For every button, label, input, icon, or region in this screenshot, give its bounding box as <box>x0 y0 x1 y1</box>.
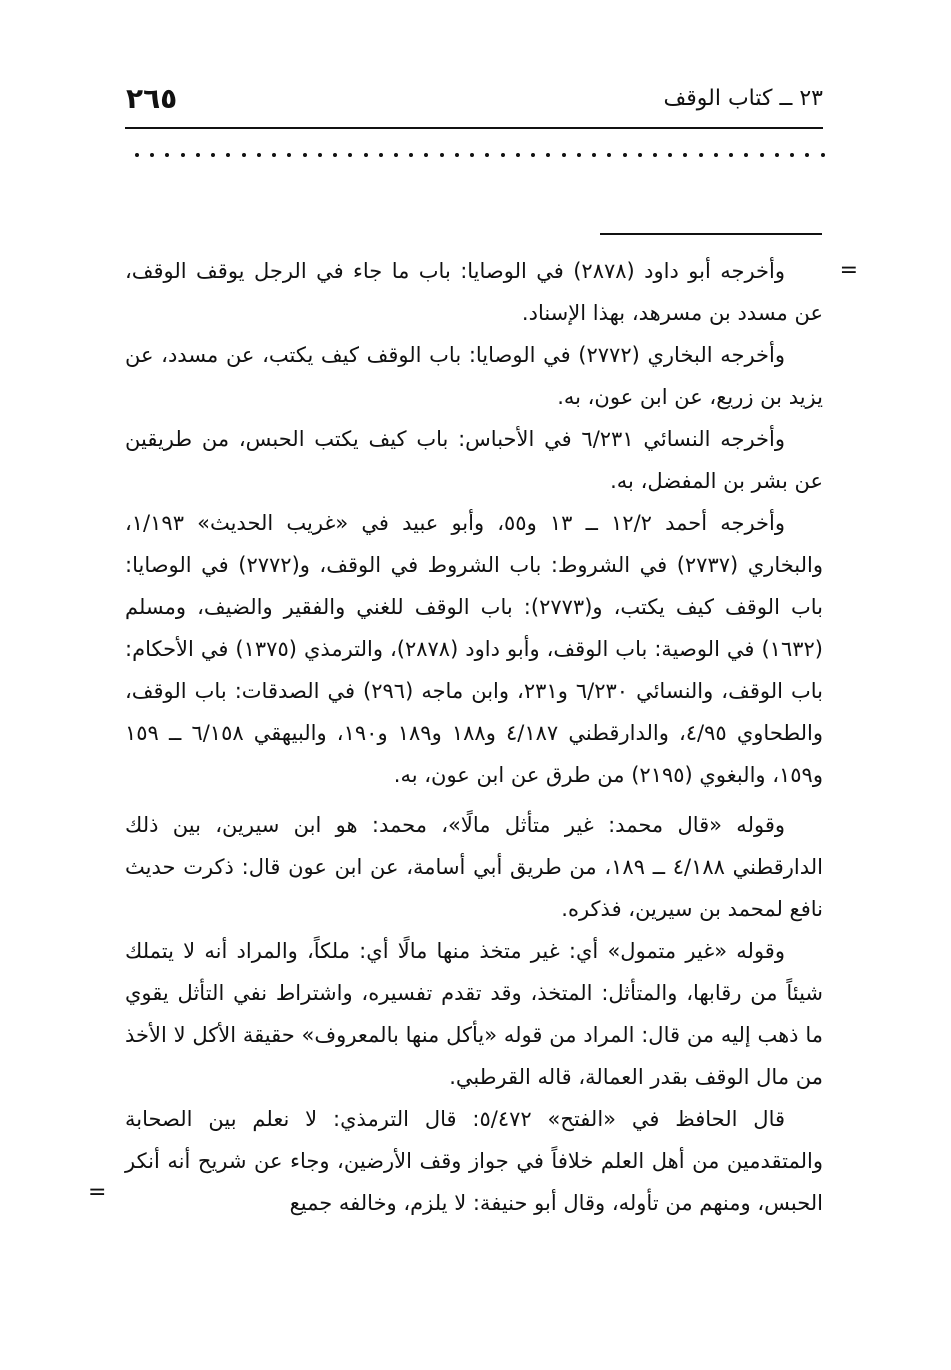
footnote-rule <box>600 233 822 235</box>
dotted-separator <box>135 148 825 162</box>
header-rule <box>125 127 823 129</box>
footnote-paragraph: وأخرجه أحمد ١٢/٢ ــ ١٣ و٥٥، وأبو عبيد في «غريب الحديث» ١/١٩٣، والبخاري (٢٧٣٧) في الشروط: باب الشروط في الوقف، و(٢٧٧٢) في الوصايا: باب الوقف كيف يكتب، و(٢٧٧٣): باب الوقف للغني والفقير والضيف، ومسلم (١٦٣٢) في الوصية: باب الوقف، وأبو داود (٢٨٧٨)، والترمذي (١٣٧٥) في الأحكام: باب الوقف، والنسائي ٦/٢٣٠ و٢٣١، وابن ماجه (٢٩٦) في الصدقات: باب الوقف، والطحاوي ٤/٩٥، والدارقطني ٤/١٨٧ و١٨٨ و١٨٩ و١٩٠، والبيهقي ٦/١٥٨ ــ ١٥٩ و١٥٩، والبغوي (٢١٩٥) من طرق عن ابن عون، به. <box>125 511 824 787</box>
footnote-paragraph: وقوله «قال محمد: غير متأثل مالًا»، محمد: هو ابن سيرين، بين ذلك الدارقطني ٤/١٨٨ ــ ١٨٩، من طريق أبي أسامة، عن ابن عون قال: ذكرت حديث نافع لمحمد بن سيرين، فذكره. <box>125 813 824 921</box>
footnote-paragraph: وأخرجه النسائي ٦/٢٣١ في الأحباس: باب كيف يكتب الحبس، من طريقين عن بشر بن المفضل، به. <box>125 427 823 493</box>
page-number: ٢٦٥ <box>126 82 178 115</box>
footnote-paragraph: وأخرجه أبو داود (٢٨٧٨) في الوصايا: باب ما جاء في الرجل يوقف الوقف، عن مسدد بن مسرهد، بهذا الإسناد. <box>125 259 823 325</box>
footnote-paragraph: وأخرجه البخاري (٢٧٧٢) في الوصايا: باب الوقف كيف يكتب، عن مسدد، عن يزيد بن زريع، عن ابن عون، به. <box>125 343 823 409</box>
chapter-title: ٢٣ ــ كتاب الوقف <box>663 86 823 111</box>
page-header <box>120 82 825 122</box>
continuation-mark-top: = <box>839 258 858 283</box>
continuation-mark-bottom: = <box>88 1180 107 1205</box>
footnote-text <box>125 250 823 1224</box>
footnote-paragraph: قال الحافظ في «الفتح» ٥/٤٧٢: قال الترمذي: لا نعلم بين الصحابة والمتقدمين من أهل العلم خلافاً في جواز وقف الأرضين، وجاء عن شريح أنه أنكر الحبس، ومنهم من تأوله، وقال أبو حنيفة: لا يلزم، وخالفه جميع <box>125 1107 823 1215</box>
footnote-paragraph: وقوله «غير متمول» أي: غير متخذ منها مالًا أي: ملكاً، والمراد أنه لا يتملك شيئاً من رقابها، والمتأثل: المتخذ، وقد تقدم تفسيره، واشتراط نفي التأثل يقوي ما ذهب إليه من قال: المراد من قوله «يأكل منها بالمعروف» حقيقة الأكل لا الأخذ من مال الوقف بقدر العمالة، قاله القرطبي. <box>125 939 823 1089</box>
